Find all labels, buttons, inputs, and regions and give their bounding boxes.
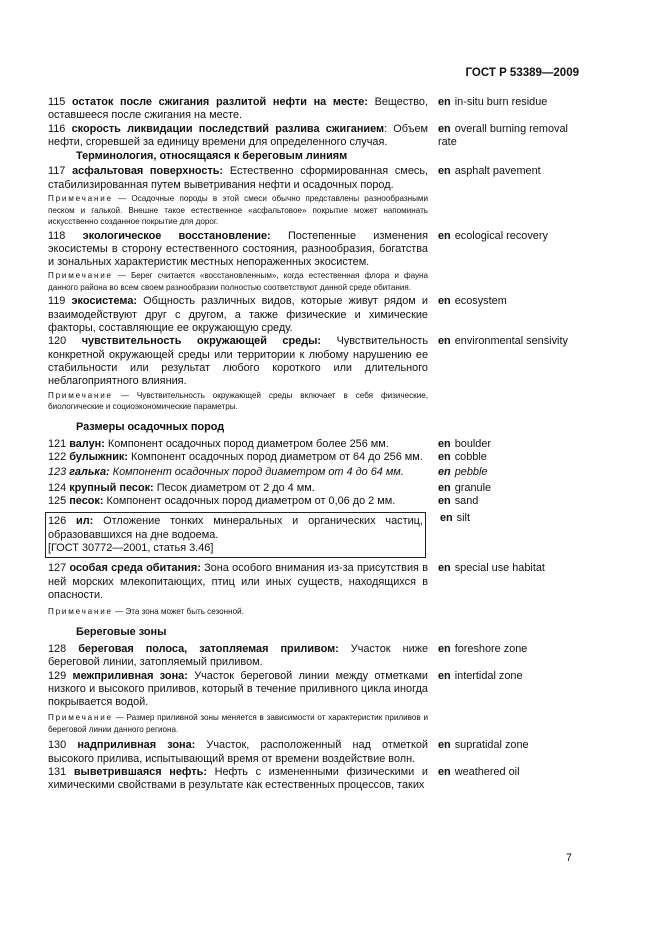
section-heading-shorelines: Терминология, относящаяся к береговым линиям — [76, 150, 348, 163]
term-definition: Общность различных видов, которые живут рядом и взаимодействуют друг с другом, а также физические и химические факторы, составляющие ее окружающую среду. — [48, 295, 428, 335]
term-definition: Чувствительность конкретной окружающей среды или территории к любому нарушению ее стабильности или результат любого короткого или длительного неблагоприятного влияния. — [48, 335, 428, 388]
term-title: крупный песок: — [69, 481, 154, 494]
en-term: silt — [456, 512, 470, 525]
term-number: 127 — [48, 562, 67, 575]
en-marker: en — [438, 495, 451, 508]
term-entry-124 — [48, 482, 583, 495]
term-entry-119 — [48, 295, 583, 335]
section-heading-sediments: Размеры осадочных пород — [76, 420, 225, 433]
en-term: sand — [454, 495, 479, 508]
term-definition: Компонент осадочных пород диаметром более 256 мм. — [107, 437, 389, 450]
term-note: Примечание — Эта зона может быть сезонной. — [48, 607, 244, 617]
term-title: галька: — [69, 466, 110, 479]
en-term: in-situ burn residue — [454, 96, 548, 108]
en-marker: en — [438, 765, 451, 778]
en-term: supratidal zone — [454, 739, 529, 752]
term-note: Примечание — Размер приливной зоны меняется в зависимости от характеристик приливов и береговой линии данного региона. — [48, 713, 428, 734]
term-title: ил: — [76, 515, 94, 528]
en-marker: en — [438, 122, 451, 135]
en-marker: en — [438, 466, 451, 479]
en-marker: en — [438, 562, 451, 575]
term-reference: [ГОСТ 30772—2001, статья 3.46] — [48, 541, 214, 554]
term-definition: Участок ниже береговой линии, затопляемый приливом. — [48, 642, 429, 669]
term-entry-126 — [48, 512, 583, 558]
en-marker: en — [438, 642, 451, 655]
term-number: 131 — [48, 765, 67, 778]
term-entry-131 — [48, 766, 583, 793]
term-note: Примечание — Чувствительность окружающей среды включает в себя физические, биологические и социоэкономические параметры. — [48, 390, 428, 412]
en-marker: en — [439, 512, 453, 525]
term-title: чувствительность окружающей среды: — [81, 335, 322, 348]
section-heading-coastal-zones: Береговые зоны — [76, 625, 167, 638]
term-number: 116 — [48, 122, 66, 135]
en-term: ecological recovery — [454, 229, 548, 242]
term-title: надприливная зона: — [77, 739, 196, 752]
amended-term-box — [45, 512, 426, 558]
term-entry-129 — [48, 670, 583, 736]
term-number: 126 — [48, 515, 67, 528]
term-title: выветрившаяся нефть: — [73, 765, 207, 778]
en-term: overall burning removal rate — [438, 122, 568, 148]
term-title: скорость ликвидации последствий разлива сжиганием — [71, 122, 385, 135]
page-number: 7 — [565, 852, 572, 864]
term-definition: Участок, расположенный над отметкой высокого прилива, испытывающий время от времени воздействие волн. — [48, 739, 429, 765]
en-term: boulder — [454, 437, 492, 450]
term-definition: Постепенные изменения экосистемы в сторону естественного состояния, разнообразия, богатства и зональных характеристик местных непораженных экосистем. — [48, 229, 428, 269]
en-term: intertidal zone — [454, 669, 523, 682]
term-title: валун: — [69, 437, 105, 450]
term-number: 121 — [48, 437, 67, 450]
term-definition: Участок береговой линии между отметками низкого и высокого приливов, который в течение приливного цикла иногда покрывается водой. — [48, 669, 429, 709]
term-entry-117 — [48, 165, 583, 227]
term-number: 125 — [48, 495, 67, 508]
term-entry-130 — [48, 739, 583, 766]
en-term: asphalt pavement — [454, 165, 541, 178]
term-definition: Зона особого внимания из-за присутствия в ней морских млекопитающих, птиц или иных существ, находящихся в опасности. — [48, 562, 429, 601]
term-entry-115 — [48, 96, 583, 123]
term-definition: Песок диаметром от 2 до 4 мм. — [156, 481, 315, 494]
term-title: песок: — [69, 495, 104, 508]
en-term: granule — [454, 481, 492, 494]
en-marker: en — [438, 165, 451, 178]
term-number: 119 — [48, 295, 66, 308]
term-number: 117 — [48, 165, 66, 178]
term-entry-116 — [48, 123, 583, 150]
en-term: ecosystem — [454, 295, 507, 308]
term-definition: Нефть с измененными физическими и химическими свойствами в результате как естественных процессов, таких — [48, 765, 429, 792]
term-entry-120 — [48, 335, 583, 412]
term-number: 124 — [48, 481, 67, 494]
term-title: асфальтовая поверхность: — [72, 165, 224, 178]
term-definition: Компонент осадочных пород диаметром от 0,06 до 2 мм. — [106, 495, 396, 508]
en-term: foreshore zone — [454, 642, 528, 655]
en-marker: en — [438, 437, 451, 450]
term-title: экологическое восстановление: — [82, 229, 271, 242]
en-marker: en — [438, 295, 451, 308]
term-number: 123 — [48, 466, 67, 479]
term-definition: Естественно сформированная смесь, стабилизированная путем выветривания нефти и осадочных пород. — [48, 165, 429, 191]
term-title: остаток после сжигания разлитой нефти на месте: — [72, 96, 368, 108]
term-definition: Компонент осадочных пород диаметром от 64 до 256 мм. — [131, 451, 423, 464]
term-definition: : Объем нефти, сгоревшей за единицу времени для определенного случая. — [48, 122, 428, 148]
en-marker: en — [438, 229, 451, 242]
term-number: 129 — [48, 669, 67, 682]
term-entry-122 — [48, 451, 583, 464]
en-marker: en — [438, 451, 451, 464]
term-entry-125 — [48, 495, 583, 508]
term-number: 130 — [48, 739, 67, 752]
en-marker: en — [438, 335, 451, 348]
en-term: weathered oil — [454, 765, 520, 778]
term-title: особая среда обитания: — [69, 562, 201, 575]
term-note: Примечание — Осадочные породы в этой смеси обычно представлены разнообразными песком и галькой. Внешне такое естественное «асфальтовое» покрытие может напоминать искусственно созданное покрытие для дорог. — [48, 194, 429, 227]
en-marker: en — [438, 96, 451, 108]
term-entry-118 — [48, 230, 583, 294]
term-title: межприливная зона: — [72, 669, 188, 682]
term-title: экосистема: — [71, 295, 138, 308]
term-number: 120 — [48, 335, 67, 348]
en-term: cobble — [454, 451, 487, 464]
term-definition: Вещество, оставшееся после сжигания на месте. — [48, 96, 429, 122]
terms-list — [48, 96, 583, 793]
term-entry-123 — [48, 466, 583, 479]
term-definition: Компонент осадочных пород диаметром от 4 до 64 мм. — [112, 466, 404, 479]
en-marker: en — [438, 739, 451, 752]
term-title: булыжник: — [69, 451, 128, 464]
en-term: environmental sensivity — [454, 335, 568, 348]
term-entry-121 — [48, 438, 583, 451]
term-definition: Отложение тонких минеральных и органических частиц, образовавшихся на дне водоема. — [48, 515, 423, 541]
term-number: 128 — [48, 642, 67, 655]
en-term: pebble — [454, 466, 488, 479]
term-note: Примечание — Берег считается «восстановленным», когда естественная флора и фауна данного района во всем своем разнообразии полностью соответствуют данной среде обитания. — [48, 271, 428, 292]
term-number: 115 — [48, 96, 66, 108]
term-title: береговая полоса, затопляемая приливом: — [78, 642, 339, 655]
en-marker: en — [438, 669, 451, 682]
term-number: 118 — [48, 229, 66, 242]
standard-header: ГОСТ Р 53389—2009 — [465, 67, 579, 79]
en-marker: en — [438, 481, 451, 494]
term-entry-128 — [48, 643, 583, 670]
en-term: special use habitat — [454, 562, 545, 575]
term-entry-127 — [48, 562, 583, 617]
term-number: 122 — [48, 451, 67, 464]
